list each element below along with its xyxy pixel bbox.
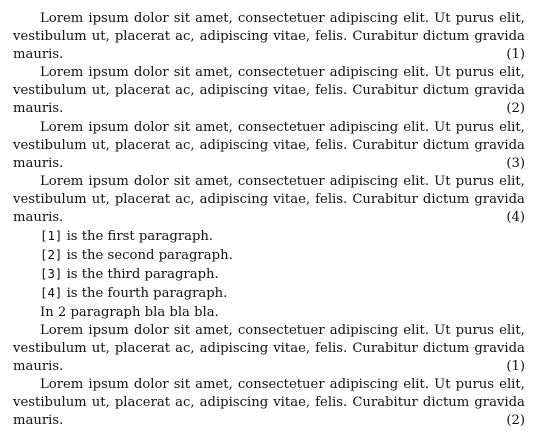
word: Ut bbox=[434, 65, 451, 81]
word: ut, bbox=[91, 191, 110, 207]
reference-text: is the third paragraph. bbox=[62, 267, 219, 283]
word: Lorem bbox=[40, 173, 84, 189]
word: consectetuer bbox=[237, 11, 325, 26]
paragraph-last-line bbox=[13, 358, 525, 376]
word: Curabitur bbox=[352, 191, 418, 207]
word: vestibulum bbox=[13, 137, 87, 153]
word: vitae, bbox=[273, 83, 311, 99]
word: adipiscing bbox=[329, 65, 399, 81]
word: dolor bbox=[133, 173, 169, 189]
word: consectetuer bbox=[237, 65, 325, 81]
paragraph-line bbox=[13, 82, 525, 100]
paragraph-2 bbox=[13, 64, 525, 118]
reference-label: [2] bbox=[40, 247, 63, 263]
paragraph-line bbox=[13, 64, 525, 82]
word: Curabitur bbox=[352, 83, 418, 99]
paragraph-line-end: mauris. bbox=[13, 413, 64, 429]
word: ut, bbox=[91, 340, 110, 356]
word: adipiscing bbox=[199, 340, 269, 356]
word: dolor bbox=[133, 376, 169, 392]
word: placerat bbox=[114, 340, 171, 356]
word: Ut bbox=[434, 119, 451, 135]
reference-text: is the second paragraph. bbox=[62, 248, 233, 264]
word: felis. bbox=[315, 340, 348, 356]
paragraph-6 bbox=[13, 376, 525, 430]
paragraph-1 bbox=[13, 10, 525, 64]
word: adipiscing bbox=[199, 137, 269, 153]
word: amet, bbox=[195, 65, 233, 81]
paragraph-last-line bbox=[13, 46, 525, 64]
word: consectetuer bbox=[237, 173, 325, 189]
word: Lorem bbox=[40, 376, 84, 392]
word: ut, bbox=[91, 29, 110, 45]
paragraph-number: (1) bbox=[506, 47, 525, 63]
word: purus bbox=[455, 11, 495, 26]
paragraph-line bbox=[13, 119, 525, 137]
word: Curabitur bbox=[352, 29, 418, 45]
word: adipiscing bbox=[199, 394, 269, 410]
paragraph-number: (1) bbox=[506, 358, 525, 374]
word: dictum bbox=[422, 340, 470, 356]
word: sit bbox=[173, 119, 191, 135]
word: ac, bbox=[175, 137, 195, 153]
word: dolor bbox=[133, 322, 169, 338]
word: ac, bbox=[175, 83, 195, 99]
word: elit, bbox=[499, 173, 525, 189]
reference-text: is the first paragraph. bbox=[62, 229, 214, 245]
reference-line bbox=[13, 246, 525, 265]
paragraph-line-end: mauris. bbox=[13, 155, 64, 171]
word: sit bbox=[173, 65, 191, 81]
paragraph-number: (2) bbox=[506, 413, 525, 429]
word: adipiscing bbox=[329, 173, 399, 189]
word: gravida bbox=[474, 191, 525, 207]
paragraph-line bbox=[13, 173, 525, 191]
paragraph-4 bbox=[13, 173, 525, 227]
word: placerat bbox=[114, 137, 171, 153]
word: Ut bbox=[434, 376, 451, 392]
word: placerat bbox=[114, 29, 171, 45]
word: placerat bbox=[114, 83, 171, 99]
word: elit, bbox=[499, 11, 525, 26]
word: felis. bbox=[315, 191, 348, 207]
word: ipsum bbox=[88, 65, 129, 81]
word: Lorem bbox=[40, 322, 84, 338]
word: elit, bbox=[499, 65, 525, 81]
word: gravida bbox=[474, 394, 525, 410]
paragraph-line-end: mauris. bbox=[13, 210, 64, 226]
paragraph-last-line bbox=[13, 412, 525, 430]
word: amet, bbox=[195, 11, 233, 26]
word: ipsum bbox=[88, 119, 129, 135]
word: Lorem bbox=[40, 11, 84, 26]
paragraph-line bbox=[13, 137, 525, 155]
word: vitae, bbox=[273, 137, 311, 153]
reference-label: [1] bbox=[40, 228, 63, 244]
word: purus bbox=[455, 322, 495, 338]
reference-line bbox=[13, 227, 525, 246]
word: sit bbox=[173, 322, 191, 338]
word: Ut bbox=[434, 11, 451, 26]
reference-line bbox=[13, 265, 525, 284]
word: adipiscing bbox=[329, 119, 399, 135]
word: adipiscing bbox=[329, 376, 399, 392]
paragraph-3 bbox=[13, 119, 525, 173]
word: felis. bbox=[315, 394, 348, 410]
word: gravida bbox=[474, 29, 525, 45]
word: ipsum bbox=[88, 322, 129, 338]
word: elit, bbox=[499, 376, 525, 392]
word: vitae, bbox=[273, 394, 311, 410]
word: Ut bbox=[434, 173, 451, 189]
word: placerat bbox=[114, 394, 171, 410]
word: ipsum bbox=[88, 11, 129, 26]
word: gravida bbox=[474, 83, 525, 99]
word: ut, bbox=[91, 394, 110, 410]
word: dictum bbox=[422, 137, 470, 153]
word: sit bbox=[173, 173, 191, 189]
word: vitae, bbox=[273, 29, 311, 45]
word: vitae, bbox=[273, 191, 311, 207]
paragraph-line bbox=[13, 322, 525, 340]
paragraph-line bbox=[13, 28, 525, 46]
word: sit bbox=[173, 11, 191, 26]
word: ac, bbox=[175, 340, 195, 356]
word: felis. bbox=[315, 29, 348, 45]
word: adipiscing bbox=[199, 191, 269, 207]
word: ac, bbox=[175, 191, 195, 207]
word: elit. bbox=[403, 173, 430, 189]
paragraph-line bbox=[13, 340, 525, 358]
word: amet, bbox=[195, 173, 233, 189]
word: dictum bbox=[422, 83, 470, 99]
word: amet, bbox=[195, 119, 233, 135]
word: Lorem bbox=[40, 65, 84, 81]
reference-label: [3] bbox=[40, 266, 63, 282]
word: ut, bbox=[91, 137, 110, 153]
paragraph-line bbox=[13, 376, 525, 394]
word: Curabitur bbox=[352, 137, 418, 153]
word: ipsum bbox=[88, 376, 129, 392]
paragraph-number: (3) bbox=[506, 155, 525, 171]
word: vestibulum bbox=[13, 29, 87, 45]
word: vestibulum bbox=[13, 83, 87, 99]
word: consectetuer bbox=[237, 322, 325, 338]
word: elit. bbox=[403, 322, 430, 338]
paragraph-line bbox=[13, 10, 525, 28]
word: consectetuer bbox=[237, 119, 325, 135]
word: elit. bbox=[403, 11, 430, 26]
word: adipiscing bbox=[329, 322, 399, 338]
paragraph-last-line bbox=[13, 100, 525, 118]
word: Curabitur bbox=[352, 394, 418, 410]
word: vestibulum bbox=[13, 340, 87, 356]
paragraph-number: (2) bbox=[506, 101, 525, 117]
word: purus bbox=[455, 119, 495, 135]
word: adipiscing bbox=[199, 83, 269, 99]
word: ac, bbox=[175, 394, 195, 410]
word: purus bbox=[455, 376, 495, 392]
word: elit, bbox=[499, 119, 525, 135]
paragraph-last-line bbox=[13, 209, 525, 227]
word: sit bbox=[173, 376, 191, 392]
word: ut, bbox=[91, 83, 110, 99]
paragraph-line-end: mauris. bbox=[13, 101, 64, 117]
paragraph-number: (4) bbox=[506, 210, 525, 226]
word: vestibulum bbox=[13, 394, 87, 410]
paragraph-line-end: mauris. bbox=[13, 47, 64, 63]
word: dictum bbox=[422, 191, 470, 207]
word: purus bbox=[455, 65, 495, 81]
word: gravida bbox=[474, 340, 525, 356]
word: purus bbox=[455, 173, 495, 189]
word: Lorem bbox=[40, 119, 84, 135]
word: felis. bbox=[315, 83, 348, 99]
word: amet, bbox=[195, 322, 233, 338]
word: ipsum bbox=[88, 173, 129, 189]
word: consectetuer bbox=[237, 376, 325, 392]
word: dictum bbox=[422, 29, 470, 45]
word: dolor bbox=[133, 119, 169, 135]
paragraph-5 bbox=[13, 322, 525, 376]
reference-label: [4] bbox=[40, 285, 63, 301]
document-page bbox=[13, 10, 525, 430]
reference-text: is the fourth paragraph. bbox=[62, 286, 228, 302]
word: dictum bbox=[422, 394, 470, 410]
word: amet, bbox=[195, 376, 233, 392]
word: adipiscing bbox=[329, 11, 399, 26]
word: dolor bbox=[133, 11, 169, 26]
extra-text-line: In 2 paragraph bla bla bla. bbox=[40, 304, 219, 320]
word: vitae, bbox=[273, 340, 311, 356]
word: ac, bbox=[175, 29, 195, 45]
word: elit, bbox=[499, 322, 525, 338]
reference-line bbox=[13, 284, 525, 303]
word: adipiscing bbox=[199, 29, 269, 45]
word: gravida bbox=[474, 137, 525, 153]
word: placerat bbox=[114, 191, 171, 207]
word: Curabitur bbox=[352, 340, 418, 356]
paragraph-line bbox=[13, 191, 525, 209]
paragraph-line bbox=[13, 394, 525, 412]
word: felis. bbox=[315, 137, 348, 153]
word: Ut bbox=[434, 322, 451, 338]
paragraph-line-end: mauris. bbox=[13, 358, 64, 374]
word: elit. bbox=[403, 376, 430, 392]
word: elit. bbox=[403, 119, 430, 135]
word: vestibulum bbox=[13, 191, 87, 207]
word: dolor bbox=[133, 65, 169, 81]
paragraph-last-line bbox=[13, 155, 525, 173]
word: elit. bbox=[403, 65, 430, 81]
